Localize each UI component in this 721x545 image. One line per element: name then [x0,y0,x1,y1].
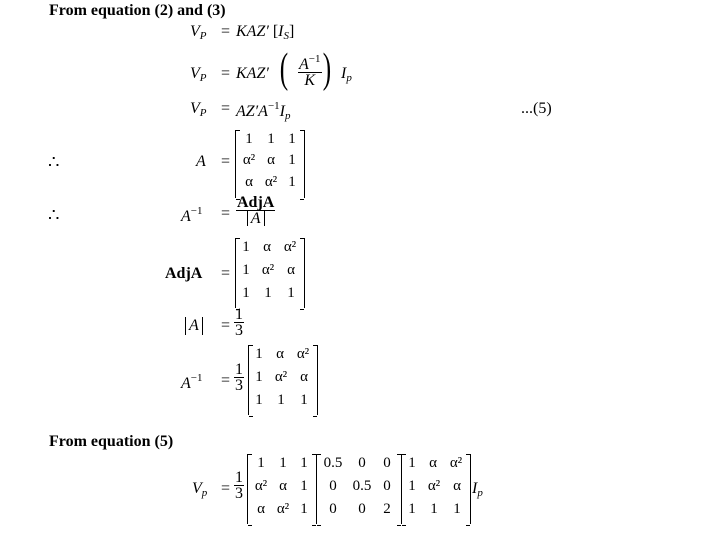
matrix-a-cell: 1 [267,131,275,147]
eq2-equals: = [221,65,231,82]
heading-from-equation-5: From equation (5) [49,433,174,450]
ainv-def-fraction [236,195,275,226]
vp-m2-cell: 0 [329,478,337,494]
eq1-lhs-sub: P [199,30,207,42]
heading-from-equations-2-3: From equation (2) and (3) [49,2,226,19]
vp-m1-cell: 1 [300,501,308,517]
vp-m3-cell: α² [427,478,441,494]
vp-m2-cell: 0 [329,501,337,517]
eq1-var-sub: S [283,30,289,42]
vp-m1-cell: α² [254,478,268,494]
eq3-lhs: V [190,100,200,117]
ainv-def-lhs [181,205,203,226]
vp-m1-cell: 1 [300,478,308,494]
adj-a-cell: α² [283,239,297,255]
matrix-a-cell: 1 [288,174,296,190]
vp-final-equals: = [221,480,231,497]
ainv-def-sup: −1 [190,205,203,217]
vp-final-post [472,480,483,499]
ainv-lhs [181,372,203,393]
ainv-cell: α² [274,369,288,385]
ainv-cell: 1 [255,346,263,362]
adj-a-cell: 1 [242,285,250,301]
ainv-cell: 1 [300,392,308,408]
adj-a-cell: α [287,262,295,278]
ainv-num: 1 [235,361,243,378]
vp-m3-cell: 1 [408,455,416,471]
vp-matrix-2 [316,454,402,524]
vp-matrix-3 [401,454,471,524]
vp-final-v: V [192,480,202,497]
matrix-a-cell: α² [242,152,256,168]
equation-vp-aza [190,100,207,119]
ainv-cell: 1 [277,392,285,408]
det-a-fraction [234,307,244,338]
eq3-lhs-sub: P [199,107,207,119]
matrix-a-cell: α [267,152,275,168]
matrix-a-cell: 1 [288,152,296,168]
vp-m1-cell: α [257,501,265,517]
vp-final-fraction [234,470,244,501]
vp-final-num: 1 [235,469,243,486]
adj-a-cell: 1 [242,239,250,255]
therefore-symbol-1: ∴ [48,152,60,172]
ainv-sup: −1 [190,372,203,384]
vp-final-ip: I [472,480,478,497]
eq1-bracket-close: ] [289,23,295,40]
vp-final-lhs [192,480,207,499]
eq2-frac-num: A [299,56,309,73]
eq1-rhs-pre: KAZ′ [236,23,269,40]
det-a-equals: = [221,317,231,334]
eq1-rhs [236,23,294,42]
ainv-def-den: A [247,211,265,226]
vp-m2-cell: 2 [383,501,391,517]
eq2-fraction [298,52,322,88]
vp-m2-cell: 0 [358,501,366,517]
vp-m3-cell: 1 [408,478,416,494]
eq2-rhs-pre [236,65,269,83]
det-a-symbol: A [185,317,203,335]
vp-m3-cell: α² [449,455,463,471]
equation-tag-5: ...(5) [521,100,552,117]
vp-m3-cell: 1 [408,501,416,517]
eq2-ip: I [341,65,347,82]
ainv-cell: 1 [255,369,263,385]
det-a-den: 3 [235,322,243,339]
eq2-ip-sub: p [346,72,352,84]
ainv-def-a: A [181,208,191,225]
ainv-fraction [234,362,244,393]
matrix-a-cell: α² [264,174,278,190]
eq2-rhs-post [341,65,352,84]
vp-m3-cell: 1 [430,501,438,517]
ainv-cell: 1 [255,392,263,408]
vp-m3-cell: α [429,455,437,471]
adj-a-cell: α [263,239,271,255]
eq2-frac-den: K [304,72,316,89]
eq1-var: I [278,23,284,40]
eq2-lhs: V [190,65,200,82]
vp-final-sub: p [201,487,208,499]
equation-vp-kaz-frac [190,65,207,84]
det-a-lhs [185,317,203,335]
matrix-a-cell: α [245,174,253,190]
vp-m3-cell: 1 [453,501,461,517]
matrix-a-cell: 1 [288,131,296,147]
equation-vp-kaz-is [190,23,207,42]
det-a-num: 1 [235,306,243,323]
vp-final-den: 3 [235,485,243,502]
ainv-def-num: AdjA [237,194,275,211]
ainv-equals: = [221,372,231,389]
vp-m1-cell: 1 [300,455,308,471]
eq1-equals: = [221,23,231,40]
eq2-kaz: KAZ′ [236,65,269,82]
eq2-right-paren: ) [322,46,332,92]
adj-a-cell: 1 [287,285,295,301]
vp-final-ip-sub: p [477,487,483,499]
ainv-cell: α [300,369,308,385]
vp-m1-cell: 1 [257,455,265,471]
vp-m2-cell: 0 [383,478,391,494]
vp-m2-cell: 0.5 [323,455,343,471]
eq3-ip: I [279,103,285,120]
matrix-ainv [248,345,318,415]
adj-a-equals: = [221,265,231,282]
adj-a-cell: α² [261,262,275,278]
matrix-adj-a [235,238,305,308]
matrix-a-cell: 1 [245,131,253,147]
vp-m2-cell: 0.5 [352,478,372,494]
eq3-rhs-main: AZ′A [236,103,268,120]
eq3-rhs-sup: −1 [267,100,280,112]
eq2-lhs-sub: P [199,72,207,84]
vp-m2-cell: 0 [358,455,366,471]
eq2-frac-num-sup: −1 [308,53,321,65]
ainv-cell: α [276,346,284,362]
vp-m1-cell: 1 [279,455,287,471]
vp-matrix-1 [247,454,317,524]
eq1-bracket-open: [ [272,23,279,40]
vp-m1-cell: α [279,478,287,494]
eq1-lhs: V [190,23,200,40]
matrix-a-lhs: A [196,153,206,170]
therefore-symbol-2: ∴ [48,205,60,225]
eq3-rhs [236,100,291,122]
adj-a-cell: 1 [264,285,272,301]
eq3-ip-sub: p [285,110,291,122]
vp-m1-cell: α² [276,501,290,517]
adj-a-lhs: AdjA [165,265,203,282]
ainv-def-equals: = [221,205,231,222]
vp-m2-cell: 0 [383,455,391,471]
vp-m3-cell: α [453,478,461,494]
ainv-cell: α² [296,346,310,362]
adj-a-cell: 1 [242,262,250,278]
ainv-a: A [181,375,191,392]
matrix-a-equals: = [221,153,231,170]
matrix-a [235,130,305,198]
eq3-equals: = [221,100,231,117]
eq2-left-paren: ( [279,46,289,92]
ainv-den: 3 [235,377,243,394]
